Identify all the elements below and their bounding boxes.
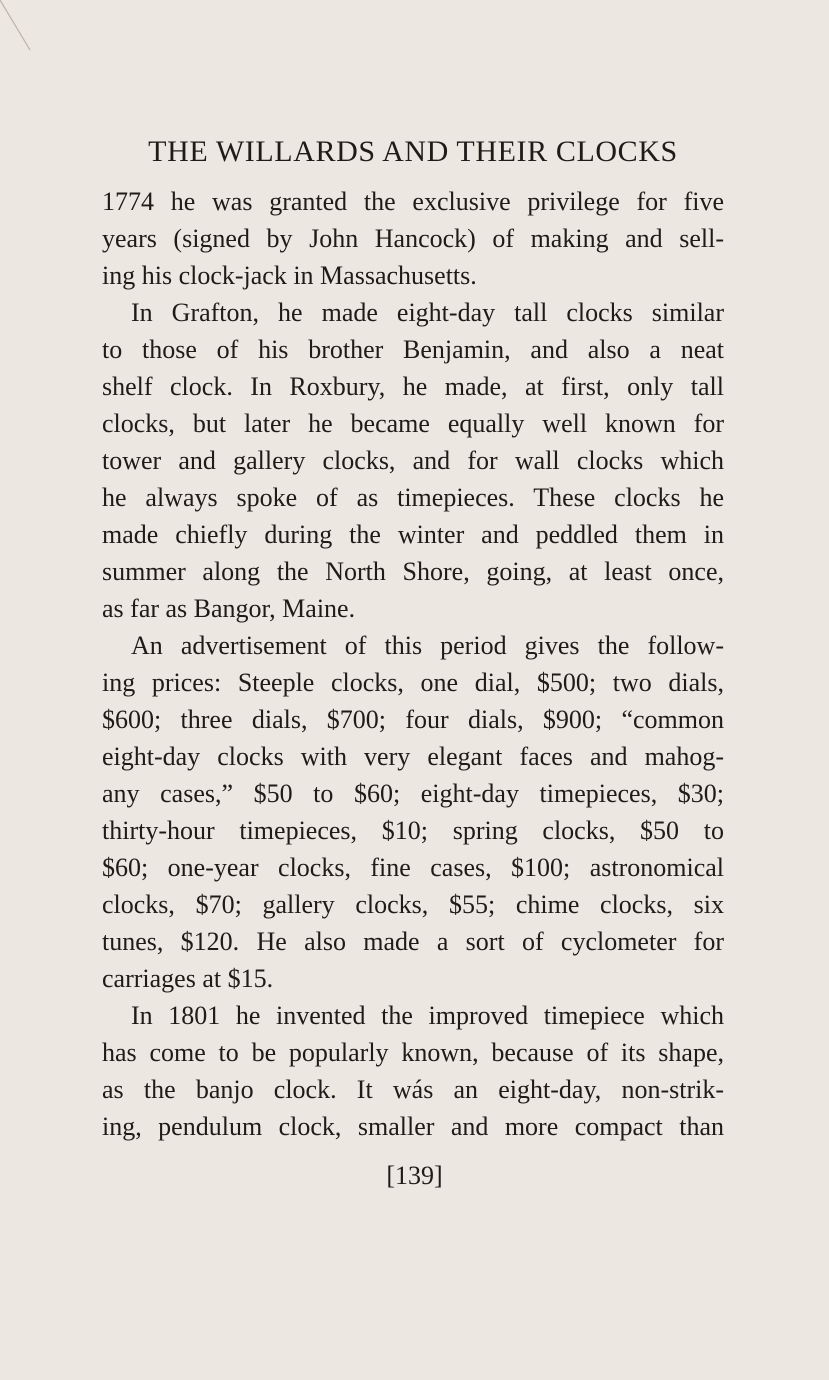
text-line: he always spoke of as timepieces. These clocks he [102,483,724,512]
text-line: ing, pendulum clock, smaller and more compact than [102,1112,724,1141]
text-line: ing prices: Steeple clocks, one dial, $500; two dials, [102,668,724,697]
text-line: as the banjo clock. It wás an eight-day, non-strik- [102,1075,724,1104]
text-line: as far as Bangor, Maine. [102,594,356,623]
text-line: tower and gallery clocks, and for wall clocks which [102,446,724,475]
text-line: In 1801 he invented the improved timepiece which [131,1001,724,1030]
text-line: to those of his brother Benjamin, and also a neat [102,335,724,364]
page-number: [139] [386,1161,443,1190]
text-line: carriages at $15. [102,964,274,993]
text-line: shelf clock. In Roxbury, he made, at first, only tall [102,372,724,401]
text-line: ing his clock-jack in Massachusetts. [102,261,477,290]
text-line: $600; three dials, $700; four dials, $900; “common [102,705,724,734]
text-line: has come to be popularly known, because of its shape, [102,1038,724,1067]
text-line: thirty-hour timepieces, $10; spring clocks, $50 to [102,816,724,845]
running-head: THE WILLARDS AND THEIR CLOCKS [148,135,678,168]
text-line: 1774 he was granted the exclusive privilege for five [102,187,724,216]
text-line: made chiefly during the winter and peddled them in [102,520,724,549]
text-line: eight-day clocks with very elegant faces and mahog- [102,742,724,771]
text-line: $60; one-year clocks, fine cases, $100; astronomical [102,853,724,882]
text-line: clocks, but later he became equally well known for [102,409,724,438]
text-line: An advertisement of this period gives the follow- [131,631,724,660]
text-line: summer along the North Shore, going, at least once, [102,557,724,586]
text-line: clocks, $70; gallery clocks, $55; chime clocks, six [102,890,724,919]
text-line: years (signed by John Hancock) of making and sell- [102,224,724,253]
text-line: tunes, $120. He also made a sort of cyclometer for [102,927,724,956]
body-text [102,183,724,1145]
page-corner-crease [0,0,32,52]
text-line: any cases,” $50 to $60; eight-day timepieces, $30; [102,779,724,808]
text-line: In Grafton, he made eight-day tall clocks similar [131,298,724,327]
